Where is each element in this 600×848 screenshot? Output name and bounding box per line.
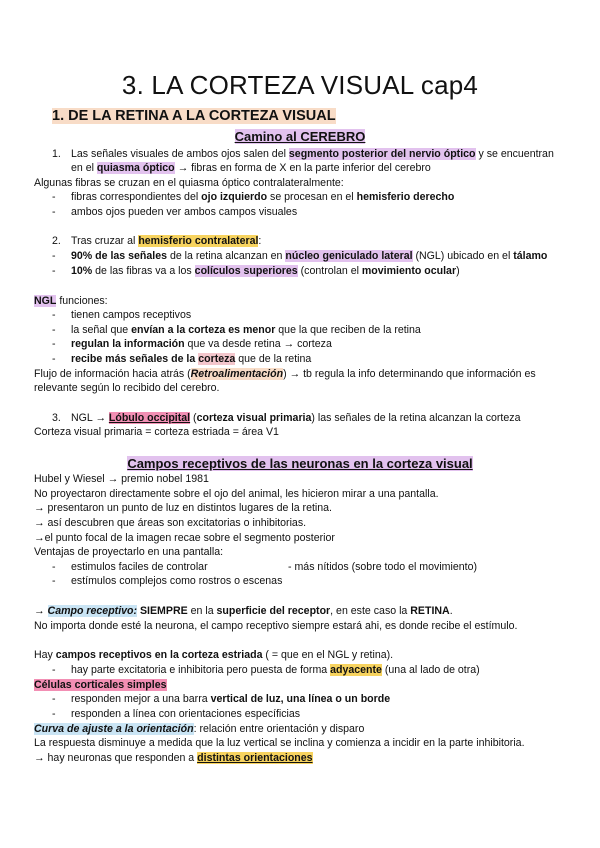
bullet-dash: - xyxy=(52,191,56,203)
flow-line-1: Flujo de información hacia atrás (Retroalimentación) → tb regula la info determinando que información es xyxy=(34,368,536,380)
fn-item-4: recibe más señales de la corteza que de la retina xyxy=(71,353,312,365)
bullet-dash: - xyxy=(52,708,56,720)
bullet-dash: - xyxy=(52,324,56,336)
bullet-dash: - xyxy=(52,309,56,321)
para-2: No proyectaron directamente sobre el ojo del animal, les hicieron mirar a una pantalla. xyxy=(34,488,439,500)
cross-item-2: ambos ojos pueden ver ambos campos visuales xyxy=(71,206,298,218)
simple-cells-heading: Células corticales simples xyxy=(34,679,167,691)
item-1-number: 1. xyxy=(52,148,61,160)
bullet-dash: - xyxy=(52,693,56,705)
campo-receptivo-note: No importa donde esté la neurona, el campo receptivo siempre estará ahi, es donde recibe el estímulo. xyxy=(34,620,518,632)
v1-line: Corteza visual primaria = corteza estriada = área V1 xyxy=(34,426,279,438)
subheading-text: Campos receptivos de las neuronas en la corteza visual xyxy=(127,456,473,471)
bullet-dash: - xyxy=(52,206,56,218)
section-heading-retina xyxy=(52,108,336,124)
para-5: →el punto focal de la imagen recae sobre el segmento posterior xyxy=(34,532,335,544)
para-6: Ventajas de proyectarlo en una pantalla: xyxy=(34,546,224,558)
respuesta-line: La respuesta disminuye a medida que la luz vertical se inclina y comienza a incidir en la parte inhibitoria. xyxy=(34,737,525,749)
bullet-dash: - xyxy=(52,664,56,676)
bullet-dash: - xyxy=(52,575,56,587)
item-2-number: 2. xyxy=(52,235,61,247)
fn-item-3: regulan la información que va desde retina → corteza xyxy=(71,338,332,350)
item-2-line-1: Tras cruzar al hemisferio contralateral: xyxy=(71,235,262,247)
bullet-dash: - xyxy=(52,265,56,277)
bullet-dash: - xyxy=(52,250,56,262)
item-3-number: 3. xyxy=(52,412,61,424)
ngl-functions-heading: NGL funciones: xyxy=(34,295,108,307)
para-1: Hubel y Wiesel → premio nobel 1981 xyxy=(34,473,209,485)
item-3-line-1: NGL → Lóbulo occipital (corteza visual primaria) las señales de la retina alcanzan la corteza xyxy=(71,412,521,424)
item-1-line-2: en el quiasma óptico → fibras en forma de X en la parte inferior del cerebro xyxy=(71,162,431,174)
adv-item-1b: - más nítidos (sobre todo el movimiento) xyxy=(288,561,477,573)
ngl-item-a: 90% de las señales de la retina alcanzan en núcleo geniculado lateral (NGL) ubicado en el tálamo xyxy=(71,250,548,262)
subheading-text: Camino al CEREBRO xyxy=(234,129,366,144)
para-4: → así descubren que áreas son excitatorias o inhibitorias. xyxy=(34,517,307,529)
fn-item-1: tienen campos receptivos xyxy=(71,309,192,321)
para-3: → presentaron un punto de luz en distintos lugares de la retina. xyxy=(34,502,332,514)
subheading-campos xyxy=(0,456,600,471)
ngl-item-b: 10% de las fibras va a los colículos superiores (controlan el movimiento ocular) xyxy=(71,265,460,277)
item-1-line-1: Las señales visuales de ambos ojos salen del segmento posterior del nervio óptico y se encuentran xyxy=(71,148,554,160)
fn-item-2: la señal que envían a la corteza es menor que la que reciben de la retina xyxy=(71,324,421,336)
hay-item-1: hay parte excitatoria e inhibitoria pero puesta de forma adyacente (una al lado de otra) xyxy=(71,664,480,676)
curva-line: Curva de ajuste a la orientación: relación entre orientación y disparo xyxy=(34,723,365,735)
campo-receptivo-line: → Campo receptivo: SIEMPRE en la superficie del receptor, en este caso la RETINA. xyxy=(34,605,453,617)
simple-item-1: responden mejor a una barra vertical de luz, una línea o un borde xyxy=(71,693,391,705)
bullet-dash: - xyxy=(52,338,56,350)
bullet-dash: - xyxy=(52,353,56,365)
page-title: 3. LA CORTEZA VISUAL cap4 xyxy=(121,70,479,100)
heading-text: 1. DE LA RETINA A LA CORTEZA VISUAL xyxy=(52,108,336,124)
cross-item-1: fibras correspondientes del ojo izquierdo se procesan en el hemisferio derecho xyxy=(71,191,455,203)
adv-item-2: estímulos complejos como rostros o escenas xyxy=(71,575,283,587)
cross-intro: Algunas fibras se cruzan en el quiasma óptico contralateralmente: xyxy=(34,177,344,189)
bullet-dash: - xyxy=(52,561,56,573)
last-line: → hay neuronas que responden a distintas orientaciones xyxy=(34,752,313,764)
hay-line: Hay campos receptivos en la corteza estriada ( = que en el NGL y retina). xyxy=(34,649,394,661)
flow-line-2: relevante según lo recibido del cerebro. xyxy=(34,382,220,394)
simple-item-2: responden a línea con orientaciones específicias xyxy=(71,708,301,720)
subheading-camino xyxy=(0,129,600,144)
adv-item-1: estimulos faciles de controlar xyxy=(71,561,208,573)
